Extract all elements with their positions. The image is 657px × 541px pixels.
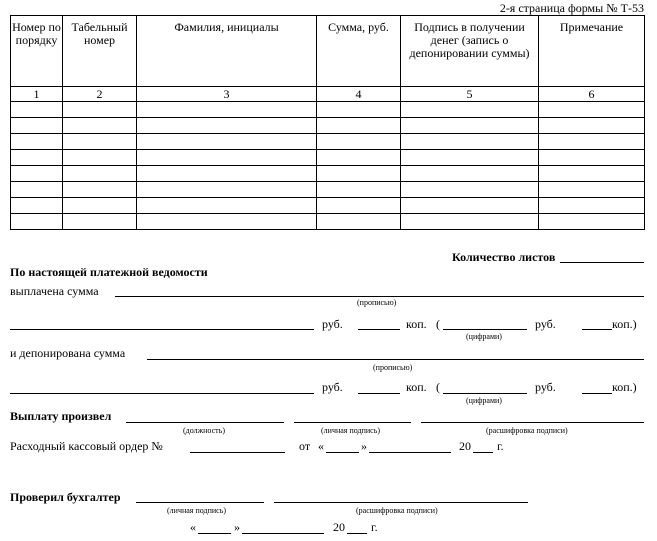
table-cell[interactable] <box>317 182 401 198</box>
table-cell[interactable] <box>137 166 317 182</box>
table-cell[interactable] <box>401 198 539 214</box>
payment-made-label: Выплату произвел <box>10 409 112 423</box>
cash-order-month-field[interactable] <box>369 452 451 453</box>
table-row <box>11 214 645 230</box>
table-cell[interactable] <box>137 214 317 230</box>
deposited-words-field-2[interactable] <box>10 393 314 394</box>
table-cell[interactable] <box>11 102 63 118</box>
paid-figures-field[interactable] <box>443 329 527 330</box>
table-cell[interactable] <box>11 214 63 230</box>
col-header-name: Фамилия, инициалы <box>137 16 317 87</box>
table-cell[interactable] <box>11 166 63 182</box>
in-figures-hint: (цифрами) <box>466 396 502 405</box>
col-number: 1 <box>11 87 63 102</box>
table-cell[interactable] <box>401 102 539 118</box>
table-cell[interactable] <box>317 214 401 230</box>
quote-open: « <box>190 520 196 534</box>
kop-close-label: коп.) <box>612 380 637 394</box>
year-suffix: г. <box>497 439 504 453</box>
form-page-header: 2-я страница формы № Т-53 <box>499 1 644 15</box>
col-header-number: Номер по порядку <box>11 16 63 87</box>
payer-signature-field[interactable] <box>294 422 411 423</box>
deposited-kop-field[interactable] <box>582 393 612 394</box>
col-number: 4 <box>317 87 401 102</box>
table-cell[interactable] <box>11 150 63 166</box>
cash-order-year-field[interactable] <box>473 452 493 453</box>
open-paren: ( <box>436 380 440 394</box>
empty-rows <box>11 102 645 230</box>
statement-title: По настоящей платежной ведомости <box>10 265 208 279</box>
quote-close: » <box>234 520 240 534</box>
from-label: от <box>299 439 311 453</box>
table-header-row <box>11 16 645 87</box>
table-cell[interactable] <box>63 118 137 134</box>
in-words-hint: (прописью) <box>373 363 413 372</box>
table-cell[interactable] <box>539 214 645 230</box>
cash-order-number-field[interactable] <box>190 452 285 453</box>
table-cell[interactable] <box>401 166 539 182</box>
in-words-hint: (прописью) <box>357 298 397 307</box>
table-cell[interactable] <box>539 150 645 166</box>
check-month-field[interactable] <box>242 533 324 534</box>
payer-position-field[interactable] <box>126 422 284 423</box>
table-row <box>11 166 645 182</box>
table-cell[interactable] <box>63 134 137 150</box>
paid-rub-field[interactable] <box>358 329 400 330</box>
table-cell[interactable] <box>63 214 137 230</box>
kop-label: коп. <box>406 380 427 394</box>
year-suffix: г. <box>371 520 378 534</box>
table-cell[interactable] <box>63 166 137 182</box>
table-row <box>11 134 645 150</box>
table-cell[interactable] <box>401 214 539 230</box>
decoding-hint: (расшифровка подписи) <box>486 426 568 435</box>
table-row <box>11 150 645 166</box>
table-cell[interactable] <box>539 198 645 214</box>
table-row <box>11 118 645 134</box>
table-cell[interactable] <box>11 118 63 134</box>
paid-sum-label: выплачена сумма <box>10 284 99 298</box>
table-cell[interactable] <box>401 150 539 166</box>
quote-open: « <box>318 439 324 453</box>
rub-label: руб. <box>322 380 343 394</box>
quote-close: » <box>361 439 367 453</box>
table-cell[interactable] <box>401 134 539 150</box>
open-paren: ( <box>436 317 440 331</box>
col-number: 5 <box>401 87 539 102</box>
table-cell[interactable] <box>317 166 401 182</box>
table-cell[interactable] <box>63 182 137 198</box>
paid-sum-words-field-2[interactable] <box>10 329 314 330</box>
table-row <box>11 102 645 118</box>
table-cell[interactable] <box>11 198 63 214</box>
table-cell[interactable] <box>317 118 401 134</box>
table-cell[interactable] <box>317 102 401 118</box>
deposited-rub-field[interactable] <box>358 393 400 394</box>
table-cell[interactable] <box>317 198 401 214</box>
table-row <box>11 198 645 214</box>
paid-kop-field[interactable] <box>582 329 612 330</box>
col-header-tab-number: Табельный номер <box>63 16 137 87</box>
table-cell[interactable] <box>11 182 63 198</box>
table-cell[interactable] <box>137 102 317 118</box>
col-number: 2 <box>63 87 137 102</box>
table-cell[interactable] <box>137 198 317 214</box>
table-cell[interactable] <box>539 182 645 198</box>
in-figures-hint: (цифрами) <box>466 332 502 341</box>
table-cell[interactable] <box>317 150 401 166</box>
year-prefix: 20 <box>459 439 471 453</box>
checked-by-accountant-label: Проверил бухгалтер <box>10 490 121 504</box>
accountant-signature-field[interactable] <box>136 502 264 503</box>
sheets-count-label: Количество листов <box>452 250 556 264</box>
table-cell[interactable] <box>11 134 63 150</box>
decoding-hint: (расшифровка подписи) <box>356 506 438 515</box>
cash-order-label: Расходный кассовый ордер № <box>10 439 163 453</box>
signature-hint: (личная подпись) <box>167 506 227 515</box>
cash-order-day-field[interactable] <box>326 452 359 453</box>
table-cell[interactable] <box>539 118 645 134</box>
table-cell[interactable] <box>137 150 317 166</box>
sheets-count-field[interactable] <box>560 262 644 263</box>
rub-label: руб. <box>535 317 556 331</box>
table-cell[interactable] <box>137 118 317 134</box>
table-row <box>11 182 645 198</box>
col-header-signature: Подпись в получении денег (запись о депонировании суммы) <box>401 16 539 87</box>
check-year-field[interactable] <box>347 533 367 534</box>
check-day-field[interactable] <box>198 533 231 534</box>
rub-label: руб. <box>322 317 343 331</box>
table-cell[interactable] <box>137 134 317 150</box>
payroll-table <box>10 15 645 230</box>
table-cell[interactable] <box>317 134 401 150</box>
col-number: 3 <box>137 87 317 102</box>
kop-close-label: коп.) <box>612 317 637 331</box>
table-cell[interactable] <box>63 150 137 166</box>
rub-label: руб. <box>535 380 556 394</box>
year-prefix: 20 <box>333 520 345 534</box>
payer-decoding-field[interactable] <box>421 422 644 423</box>
paid-sum-words-field[interactable] <box>115 296 644 297</box>
col-header-sum: Сумма, руб. <box>317 16 401 87</box>
table-cell[interactable] <box>63 102 137 118</box>
col-header-note: Примечание <box>539 16 645 87</box>
table-cell[interactable] <box>539 166 645 182</box>
table-cell[interactable] <box>401 118 539 134</box>
table-cell[interactable] <box>539 102 645 118</box>
table-cell[interactable] <box>401 182 539 198</box>
deposited-figures-field[interactable] <box>443 393 527 394</box>
table-cell[interactable] <box>539 134 645 150</box>
deposited-sum-label: и депонирована сумма <box>10 346 126 360</box>
kop-label: коп. <box>406 317 427 331</box>
signature-hint: (личная подпись) <box>321 426 381 435</box>
col-number: 6 <box>539 87 645 102</box>
column-numbers-row <box>11 87 645 102</box>
deposited-words-field[interactable] <box>147 359 644 360</box>
accountant-decoding-field[interactable] <box>274 502 528 503</box>
table-cell[interactable] <box>137 182 317 198</box>
table-cell[interactable] <box>63 198 137 214</box>
position-hint: (должность) <box>183 426 225 435</box>
